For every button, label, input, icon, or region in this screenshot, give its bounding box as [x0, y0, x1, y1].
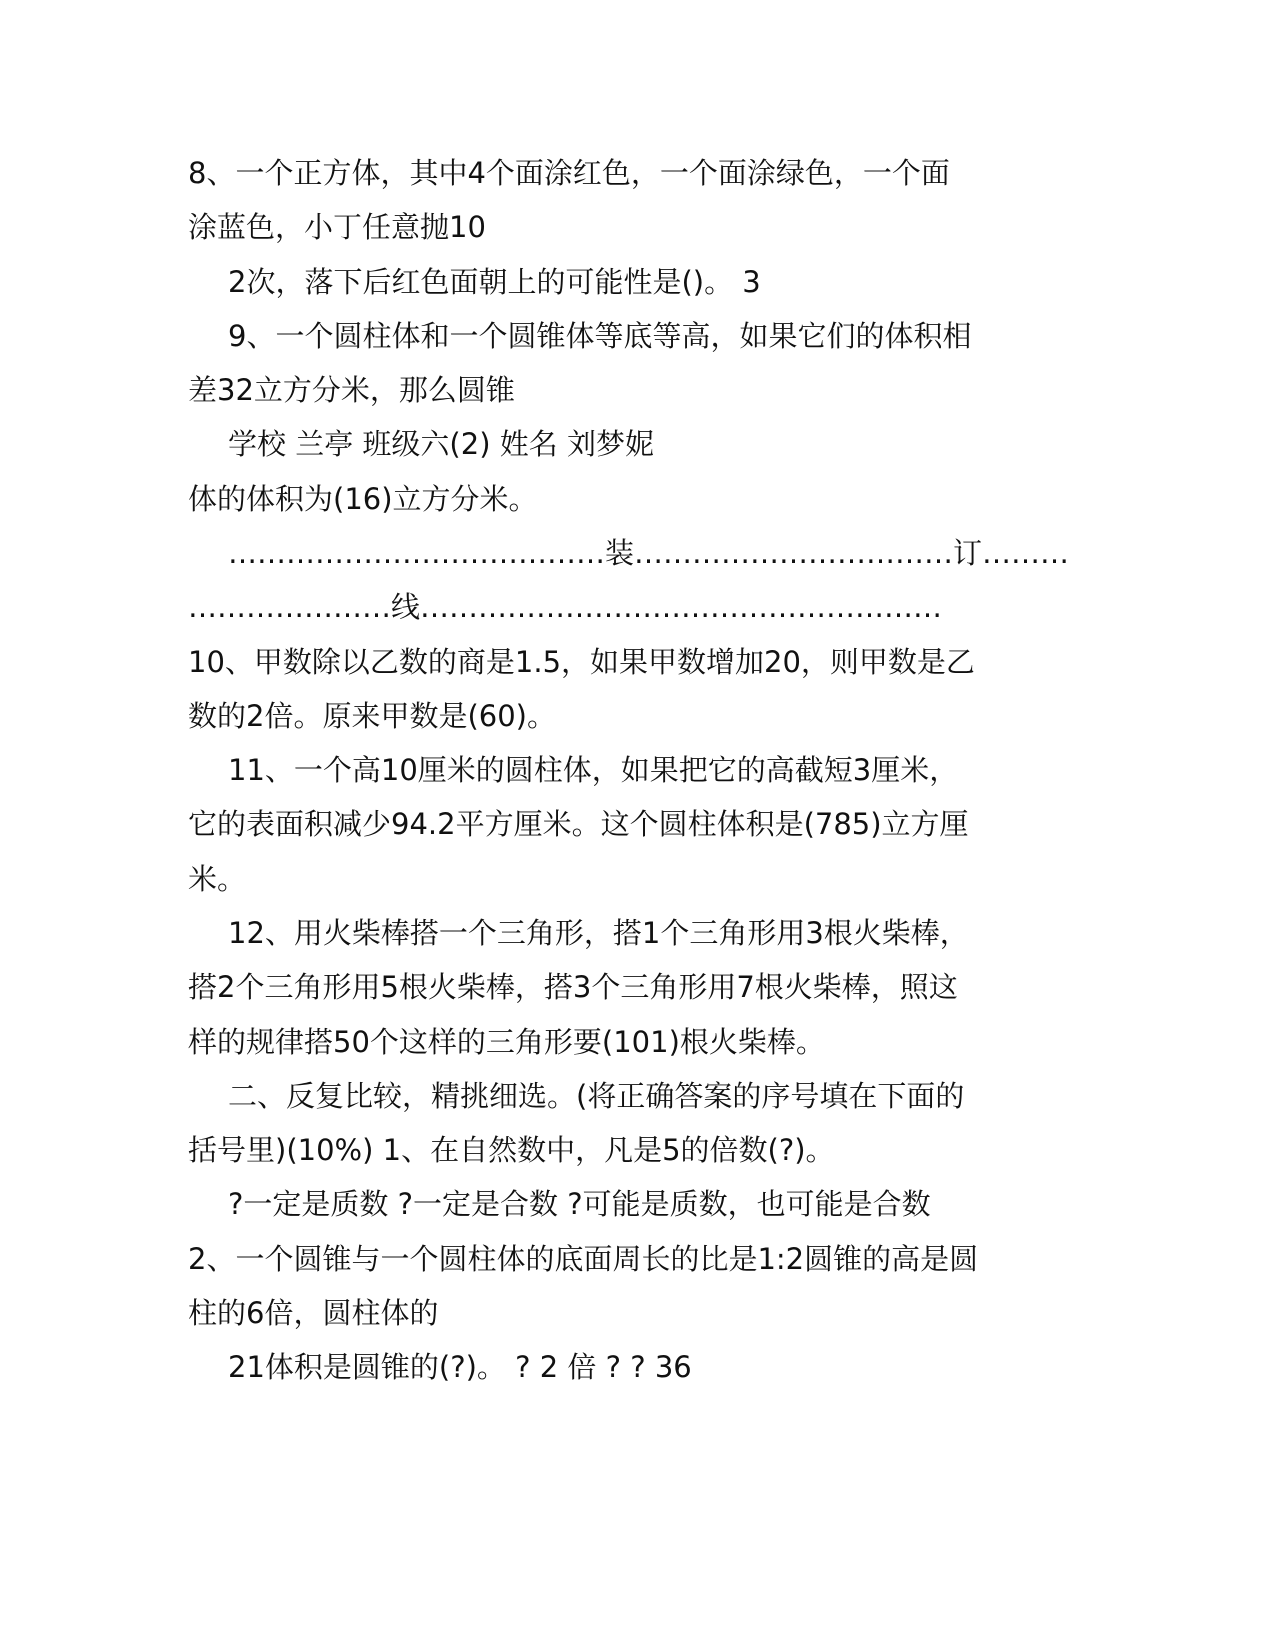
text-line: 2次，落下后红色面朝上的可能性是()。 3	[228, 265, 761, 299]
options-line: 21体积是圆锥的(?)。 ? 2 倍 ? ? 36	[228, 1350, 692, 1384]
section-heading: 二、反复比较，精挑细选。(将正确答案的序号填在下面的	[228, 1079, 965, 1113]
text-line: 它的表面积减少94.2平方厘米。这个圆柱体积是(785)立方厘	[188, 807, 969, 841]
text-line: 数的2倍。原来甲数是(60)。	[188, 699, 556, 733]
text-line: 样的规律搭50个这样的三角形要(101)根火柴棒。	[188, 1025, 825, 1059]
text-line: 12、用火柴棒搭一个三角形，搭1个三角形用3根火柴棒，	[228, 916, 969, 950]
school-info-line: 学校 兰亭 班级六(2) 姓名 刘梦妮	[228, 427, 654, 461]
text-line: 搭2个三角形用5根火柴棒，搭3个三角形用7根火柴棒，照这	[188, 970, 958, 1004]
text-line: 2、一个圆锥与一个圆柱体的底面周长的比是1:2圆锥的高是圆	[188, 1242, 979, 1276]
text-line: 10、甲数除以乙数的商是1.5，如果甲数增加20，则甲数是乙	[188, 645, 975, 679]
text-line: 差32立方分米，那么圆锥	[188, 373, 515, 407]
text-line: 9、一个圆柱体和一个圆锥体等底等高，如果它们的体积相	[228, 319, 972, 353]
text-line: 米。	[188, 862, 247, 896]
text-line: 涂蓝色，小丁任意抛10	[188, 210, 486, 244]
binding-line: …………………………………装……………………………订………	[228, 536, 1070, 570]
text-line: 柱的6倍，圆柱体的	[188, 1296, 439, 1330]
text-line: 体的体积为(16)立方分米。	[188, 482, 538, 516]
binding-line: …………………线………………………………………………	[188, 590, 943, 624]
options-line: ?一定是质数 ?一定是合数 ?可能是质数，也可能是合数	[228, 1187, 931, 1221]
text-line: 8、一个正方体，其中4个面涂红色，一个面涂绿色，一个面	[188, 156, 950, 190]
text-line: 括号里)(10%) 1、在自然数中，凡是5的倍数(?)。	[188, 1133, 835, 1167]
text-line: 11、一个高10厘米的圆柱体，如果把它的高截短3厘米，	[228, 753, 959, 787]
